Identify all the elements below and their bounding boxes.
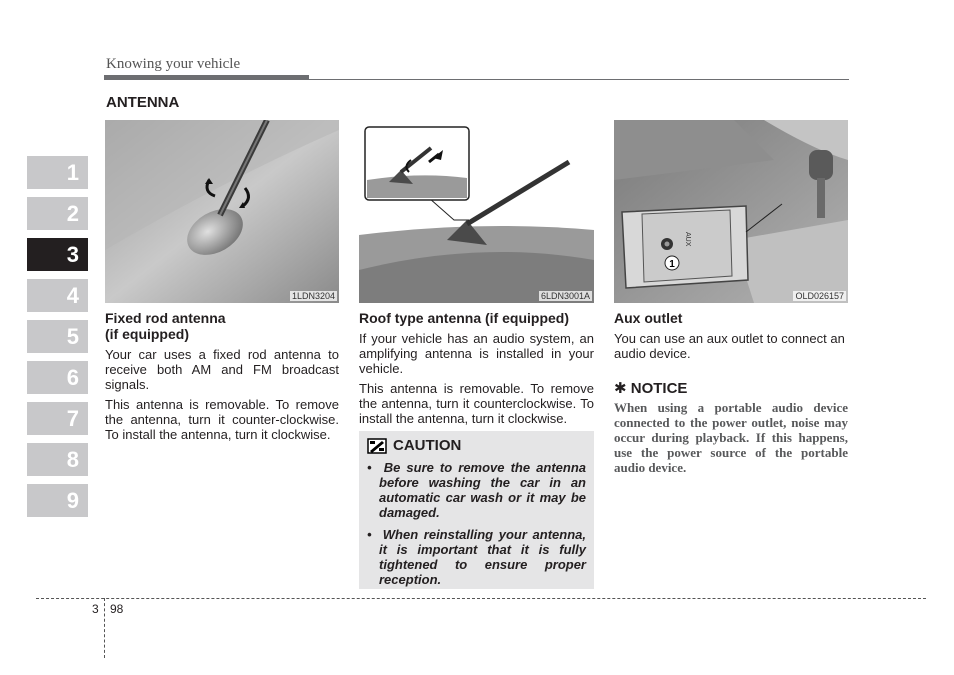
- chapter-tab-3[interactable]: 3: [27, 238, 88, 271]
- roof-antenna-figure: [359, 120, 594, 303]
- running-header: Knowing your vehicle: [106, 56, 241, 72]
- caution-list: [367, 460, 586, 587]
- caution-item: • Be sure to remove the antenna before washing the car in an automatic car wash or it may be damaged.: [367, 460, 587, 520]
- roof-antenna-section: [359, 310, 594, 431]
- fixed-rod-antenna-figure: [105, 120, 339, 303]
- caution-item-text: When reinstalling your antenna, it is important that it is fully tightened to ensure proper reception.: [379, 527, 586, 587]
- chapter-tab-6[interactable]: 6: [27, 361, 88, 394]
- fixed-rod-antenna-illustration: [105, 120, 339, 303]
- notice-body: When using a portable audio device connected to the power outlet, noise may occur during playback. If this happens, use the power source of the portable audio device.: [614, 400, 848, 475]
- fixed-rod-antenna-paragraph-1: Your car uses a fixed rod antenna to receive both AM and FM broadcast signals.: [105, 347, 339, 392]
- aux-outlet-paragraph: You can use an aux outlet to connect an audio device.: [614, 331, 845, 361]
- chapter-tab-4[interactable]: 4: [27, 279, 88, 312]
- aux-outlet-section: [614, 310, 848, 366]
- chapter-tab-7[interactable]: 7: [27, 402, 88, 435]
- roof-antenna-illustration: [359, 120, 594, 303]
- caution-item: • When reinstalling your antenna, it is important that it is fully tightened to ensure proper reception.: [367, 527, 586, 587]
- figure-code: 1LDN3204: [291, 291, 335, 301]
- fixed-rod-antenna-heading: [105, 310, 339, 342]
- fixed-rod-antenna-paragraph-2: This antenna is removable. To remove the antenna, turn it counter-clockwise. To install the antenna, turn it clockwise.: [105, 397, 339, 442]
- chapter-tab-9[interactable]: 9: [27, 484, 88, 517]
- figure-code: OLD026157: [795, 291, 844, 301]
- roof-antenna-paragraph-2: This antenna is removable. To remove the antenna, turn it counterclockwise. To install the antenna, turn it clockwise.: [359, 381, 594, 426]
- aux-jack-label: AUX: [684, 232, 691, 247]
- caution-box: [359, 431, 594, 589]
- aux-outlet-figure: [614, 120, 848, 303]
- caution-header: [367, 437, 586, 454]
- roof-antenna-heading: Roof type antenna (if equipped): [359, 310, 569, 326]
- aux-outlet-illustration: [614, 120, 848, 303]
- aux-outlet-heading: Aux outlet: [614, 310, 683, 326]
- notice-header: [614, 379, 687, 397]
- caution-icon: [367, 438, 387, 454]
- aux-callout-number: 1: [669, 259, 675, 270]
- figure-code: 6LDN3001A: [540, 291, 590, 301]
- header-bar: [104, 75, 309, 80]
- fixed-rod-antenna-section: [105, 310, 339, 447]
- caution-item-text: Be sure to remove the antenna before washing the car in an automatic car wash or it may be damaged.: [379, 460, 587, 520]
- heading-line-2: (if equipped): [105, 326, 189, 342]
- section-title: ANTENNA: [106, 94, 180, 111]
- chapter-tab-8[interactable]: 8: [27, 443, 88, 476]
- notice-icon: ✱: [614, 380, 627, 397]
- footer-page-number: 98: [110, 602, 124, 616]
- header-rule: [309, 79, 849, 80]
- notice-title: NOTICE: [630, 380, 688, 397]
- heading-line-1: Fixed rod antenna: [105, 310, 226, 326]
- chapter-tab-1[interactable]: 1: [27, 156, 88, 189]
- roof-antenna-paragraph-1: If your vehicle has an audio system, an amplifying antenna is installed in your vehicle.: [359, 331, 594, 376]
- footer-divider: [104, 598, 105, 658]
- caution-title: CAUTION: [393, 437, 462, 454]
- footer-chapter-number: 3: [92, 602, 99, 616]
- footer-rule: [36, 598, 926, 599]
- chapter-tab-2[interactable]: 2: [27, 197, 88, 230]
- chapter-tab-5[interactable]: 5: [27, 320, 88, 353]
